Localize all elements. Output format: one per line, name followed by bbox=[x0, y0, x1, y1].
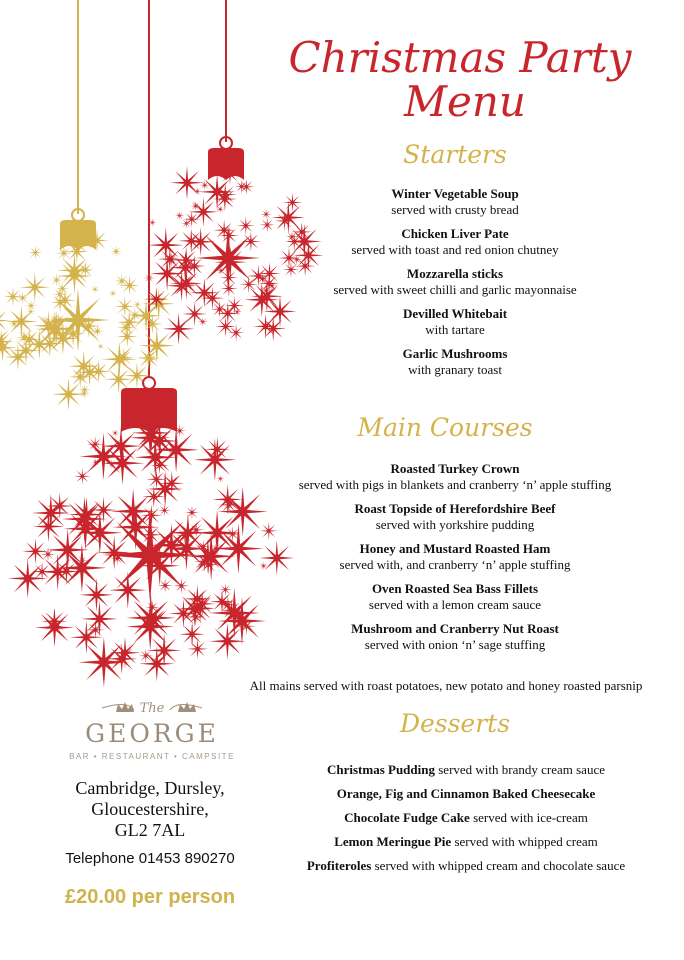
menu-item-name: Mozzarella sticks bbox=[406, 266, 504, 281]
dessert-description: served with brandy cream sauce bbox=[438, 762, 605, 777]
telephone: Telephone 01453 890270 bbox=[65, 850, 235, 867]
dessert-item bbox=[256, 810, 676, 826]
menu-item-description: served with yorkshire pudding bbox=[375, 517, 535, 532]
address-line-3: GL2 7AL bbox=[114, 820, 186, 840]
address-line-2: Gloucestershire, bbox=[91, 799, 209, 819]
menu-item-name: Devilled Whitebait bbox=[402, 306, 508, 321]
dessert-name: Orange, Fig and Cinnamon Baked Cheesecake bbox=[336, 786, 596, 801]
menu-item-description: served with crusty bread bbox=[391, 202, 519, 217]
dessert-item bbox=[256, 762, 676, 778]
dessert-description: served with whipped cream bbox=[454, 834, 598, 849]
menu-item-name: Chicken Liver Pate bbox=[401, 226, 509, 241]
menu-item-description: served with sweet chilli and garlic mayonnaise bbox=[333, 282, 577, 297]
dessert-name: Profiteroles bbox=[306, 858, 372, 873]
crown-icon bbox=[72, 696, 232, 718]
menu-item bbox=[270, 621, 640, 653]
menu-item-name: Honey and Mustard Roasted Ham bbox=[359, 541, 551, 556]
address-line-1: Cambridge, Dursley, bbox=[75, 778, 225, 798]
logo-the-text: The bbox=[139, 701, 165, 716]
menu-item-description: with granary toast bbox=[408, 362, 502, 377]
menu-item-name: Roast Topside of Herefordshire Beef bbox=[354, 501, 556, 516]
title-line-2: Menu bbox=[404, 77, 526, 126]
venue-logo bbox=[62, 696, 242, 761]
logo-name: GEORGE bbox=[85, 719, 219, 748]
dessert-item bbox=[256, 858, 676, 874]
dessert-name: Lemon Meringue Pie bbox=[334, 834, 452, 849]
menu-item-description: served with onion ‘n’ sage stuffing bbox=[364, 637, 546, 652]
desserts-heading: Desserts bbox=[399, 709, 511, 738]
menu-item bbox=[300, 306, 610, 338]
menu-item-description: served with toast and red onion chutney bbox=[351, 242, 559, 257]
dessert-name: Chocolate Fudge Cake bbox=[344, 810, 470, 825]
menu-item-name: Garlic Mushrooms bbox=[402, 346, 508, 361]
menu-item-description: with tartare bbox=[425, 322, 485, 337]
red-bauble-large-icon bbox=[8, 377, 295, 688]
menu-item-name: Roasted Turkey Crown bbox=[390, 461, 520, 476]
menu-item-name: Oven Roasted Sea Bass Fillets bbox=[371, 581, 539, 596]
menu-item bbox=[270, 541, 640, 573]
price: £20.00 per person bbox=[64, 886, 236, 908]
menu-item-name: Mushroom and Cranberry Nut Roast bbox=[351, 621, 559, 636]
dessert-description: served with whipped cream and chocolate sauce bbox=[374, 858, 626, 873]
menu-item bbox=[300, 266, 610, 298]
mains-heading: Main Courses bbox=[357, 413, 533, 442]
venue-address bbox=[40, 778, 260, 841]
menu-item-description: served with a lemon cream sauce bbox=[368, 597, 542, 612]
dessert-item bbox=[256, 786, 676, 802]
menu-item bbox=[300, 226, 610, 258]
menu-item-name: Winter Vegetable Soup bbox=[391, 186, 519, 201]
red-bauble-small-icon bbox=[144, 137, 324, 345]
menu-item bbox=[300, 186, 610, 218]
menu-item-description: served with pigs in blankets and cranberry ‘n’ apple stuffing bbox=[298, 477, 612, 492]
dessert-description: served with ice-cream bbox=[473, 810, 588, 825]
menu-item bbox=[270, 461, 640, 493]
dessert-name: Christmas Pudding bbox=[326, 762, 435, 777]
title-line-1: Christmas Party bbox=[288, 33, 632, 82]
mains-note: All mains served with roast potatoes, new potato and honey roasted parsnip bbox=[249, 678, 643, 693]
dessert-item bbox=[256, 834, 676, 850]
logo-tagline: BAR • RESTAURANT • CAMPSITE bbox=[69, 752, 235, 761]
menu-item-description: served with, and cranberry ‘n’ apple stuffing bbox=[339, 557, 571, 572]
menu-item bbox=[300, 346, 610, 378]
starters-heading: Starters bbox=[403, 140, 507, 169]
menu-title bbox=[240, 33, 680, 126]
menu-item bbox=[270, 501, 640, 533]
menu-item bbox=[270, 581, 640, 613]
